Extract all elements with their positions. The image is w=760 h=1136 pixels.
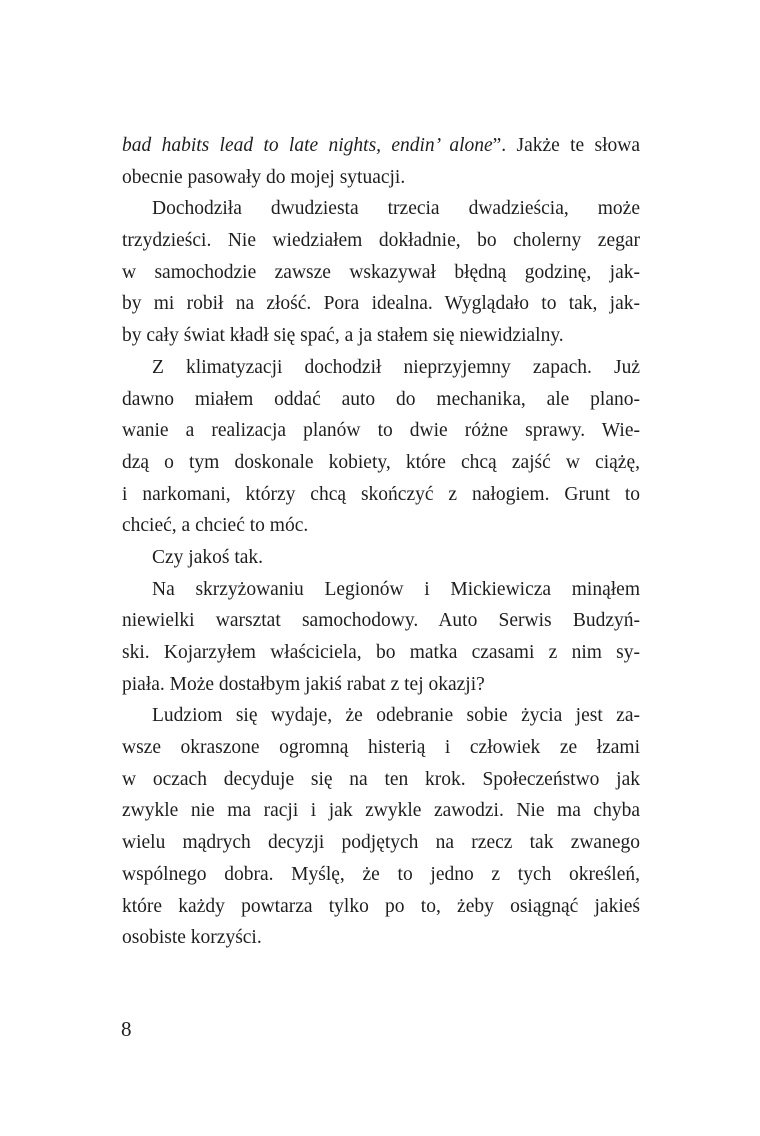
body-text: Dochodziła dwudziesta trzecia dwadzieścia, może — [152, 198, 640, 220]
text-line — [122, 352, 640, 384]
text-line — [122, 447, 640, 479]
text-line — [122, 669, 640, 701]
text-line — [122, 257, 640, 289]
text-line — [122, 574, 640, 606]
text-line — [122, 542, 640, 574]
text-line — [122, 700, 640, 732]
text-line — [122, 510, 640, 542]
body-text: dawno miałem oddać auto do mechanika, ale plano- — [122, 388, 640, 410]
body-text: ”. Jakże te słowa — [492, 135, 641, 156]
text-line — [122, 288, 640, 320]
body-text: dzą o tym doskonale kobiety, które chcą zajść w ciążę, — [122, 451, 640, 473]
lyric-quote-italic: bad habits lead to late nights, endin’ alone — [122, 135, 493, 156]
text-line — [122, 795, 640, 827]
body-text: Czy jakoś tak. — [152, 546, 264, 568]
text-line — [122, 479, 640, 511]
body-text: Na skrzyżowaniu Legionów i Mickiewicza minąłem — [152, 578, 640, 600]
text-line — [122, 859, 640, 891]
text-line — [122, 162, 640, 194]
body-text: wspólnego dobra. Myślę, że to jedno z tych określeń, — [122, 863, 640, 885]
text-line — [122, 922, 640, 954]
text-line — [122, 225, 640, 257]
body-text: Ludziom się wydaje, że odebranie sobie życia jest za- — [152, 705, 640, 727]
text-line — [122, 605, 640, 637]
text-line — [122, 193, 640, 225]
text-line — [122, 384, 640, 416]
text-line — [122, 415, 640, 447]
body-text: chcieć, a chcieć to móc. — [122, 515, 309, 537]
body-text: w samochodzie zawsze wskazywał błędną godzinę, jak- — [122, 261, 640, 283]
body-text: niewielki warsztat samochodowy. Auto Serwis Budzyń- — [122, 610, 640, 632]
text-line — [122, 637, 640, 669]
text-line — [122, 764, 640, 796]
body-text: w oczach decyduje się na ten krok. Społeczeństwo jak — [122, 768, 640, 790]
body-text: wanie a realizacja planów to dwie różne sprawy. Wie- — [122, 420, 640, 442]
body-text: które każdy powtarza tylko po to, żeby osiągnąć jakieś — [122, 895, 640, 917]
body-text: Z klimatyzacji dochodził nieprzyjemny zapach. Już — [152, 356, 640, 378]
body-text: wsze okraszone ogromną histerią i człowiek ze łzami — [122, 737, 640, 759]
text-line — [122, 827, 640, 859]
body-text: wielu mądrych decyzji podjętych na rzecz tak zwanego — [122, 832, 640, 854]
text-line — [122, 130, 640, 162]
text-line — [122, 891, 640, 923]
body-text: zwykle nie ma racji i jak zwykle zawodzi. Nie ma chyba — [122, 800, 640, 822]
body-text: trzydzieści. Nie wiedziałem dokładnie, bo cholerny zegar — [122, 230, 640, 252]
body-text: by cały świat kładł się spać, a ja stałem się niewidzialny. — [122, 325, 564, 347]
body-text: obecnie pasowały do mojej sytuacji. — [122, 166, 406, 188]
body-text: i narkomani, którzy chcą skończyć z nałogiem. Grunt to — [122, 483, 640, 505]
text-line — [122, 320, 640, 352]
body-text: osobiste korzyści. — [122, 927, 262, 949]
body-text: ski. Kojarzyłem właściciela, bo matka czasami z nim sy- — [122, 642, 640, 663]
page-number: 8 — [121, 1017, 132, 1041]
body-text: piała. Może dostałbym jakiś rabat z tej okazji? — [122, 673, 485, 695]
text-line — [122, 732, 640, 764]
page-text-block — [122, 130, 640, 954]
body-text: by mi robił na złość. Pora idealna. Wyglądało to tak, jak- — [122, 293, 640, 315]
